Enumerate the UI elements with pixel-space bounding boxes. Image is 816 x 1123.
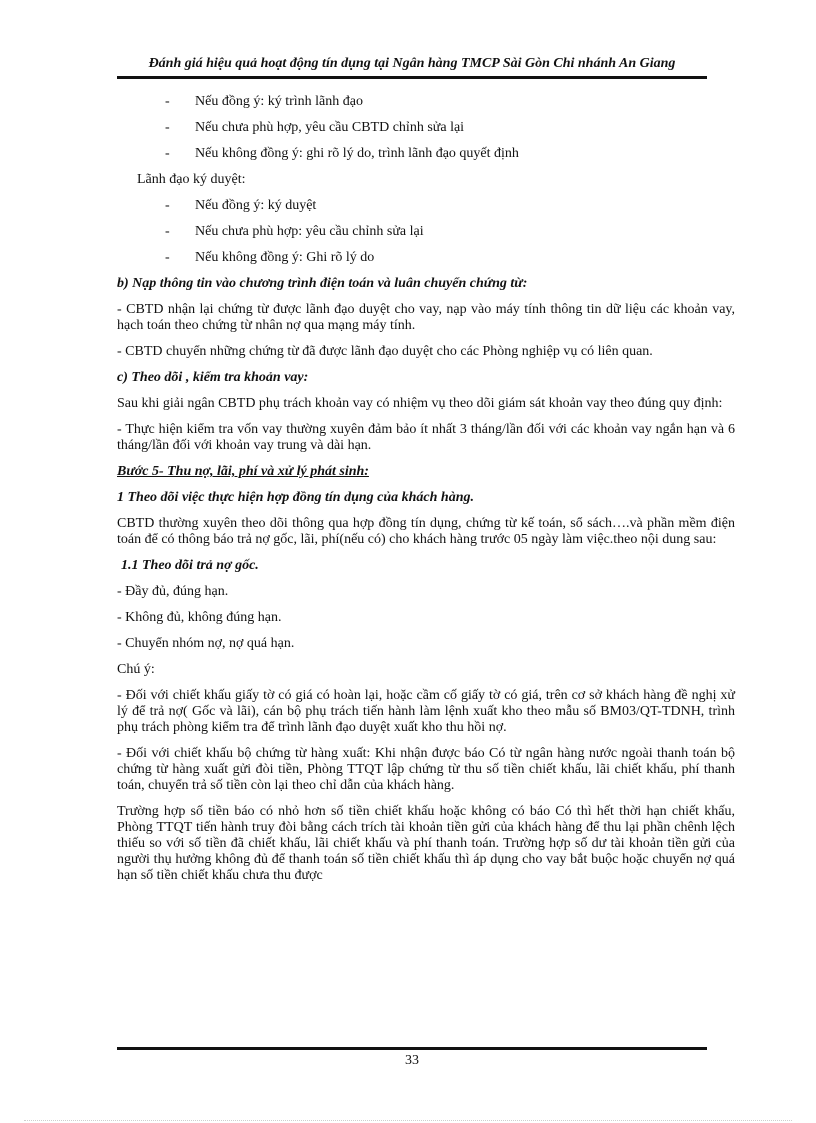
note-label: Chú ý:	[117, 662, 155, 677]
paragraph: - Đối với chiết khấu giấy tờ có giá có hoàn lại, hoặc cầm cố giấy tờ có giá, trên cơ sở khách hàng đề nghị xử lý để trả nợ( Gốc và lãi), cán bộ phụ trách tiến hành làm lệnh xuất kho theo mẫu số BM03/QT-TDNH, trình phụ trách phòng kiểm tra để trình lãnh đạo duyệt xuất kho thu hồi nợ.	[117, 688, 735, 735]
list-item: - Nếu chưa phù hợp, yêu cầu CBTD chỉnh sửa lại	[165, 120, 465, 135]
paragraph: - CBTD nhận lại chứng từ được lãnh đạo duyệt cho vay, nạp vào máy tính thông tin dữ liệu các khoản vay, hạch toán theo chứng từ nhân nợ qua mạng máy tính.	[117, 302, 735, 333]
page-number: 33	[405, 1053, 419, 1068]
list-item: - Nếu không đồng ý: Ghi rõ lý do	[165, 250, 375, 265]
list-marker: -	[165, 250, 170, 265]
leader-approval-label: Lãnh đạo ký duyệt:	[137, 172, 246, 187]
step-5-heading: Bước 5- Thu nợ, lãi, phí và xử lý phát sinh:	[117, 464, 369, 479]
paragraph: CBTD thường xuyên theo dõi thông qua hợp đồng tín dụng, chứng từ kế toán, sổ sách….và phần mềm điện toán để có thông báo trả nợ gốc, lãi, phí(nếu có) cho khách hàng trước 05 ngày làm việc.theo nội dung sau:	[117, 516, 735, 547]
page-edge-divider	[24, 1120, 792, 1121]
header-divider	[117, 76, 707, 79]
list-marker: -	[165, 120, 170, 135]
list-marker: -	[165, 224, 170, 239]
list-item: - Nếu không đồng ý: ghi rõ lý do, trình lãnh đạo quyết định	[165, 146, 519, 161]
paragraph: - Đối với chiết khấu bộ chứng từ hàng xuất: Khi nhận được báo Có từ ngân hàng nước ngoài thanh toán bộ chứng từ hàng xuất gửi đòi tiền, Phòng TTQT lập chứng từ thu số tiền chiết khấu, lãi chiết khấu, phí thanh toán, chuyển trả số tiền còn lại theo chỉ dẫn của khách hàng.	[117, 746, 735, 793]
list-item: - Nếu chưa phù hợp: yêu cầu chỉnh sửa lại	[165, 224, 424, 239]
section-heading-b: b) Nạp thông tin vào chương trình điện toán và luân chuyển chứng từ:	[117, 276, 528, 291]
paragraph: - Thực hiện kiểm tra vốn vay thường xuyên đảm bảo ít nhất 3 tháng/lần đối với các khoản vay ngắn hạn và 6 tháng/lần đối với khoản vay trung và dài hạn.	[117, 422, 735, 453]
list-item: - Không đủ, không đúng hạn.	[117, 610, 282, 625]
paragraph: Sau khi giải ngân CBTD phụ trách khoản vay có nhiệm vụ theo dõi giám sát khoản vay theo đúng quy định:	[117, 396, 723, 411]
list-marker: -	[165, 146, 170, 161]
page-body	[117, 94, 735, 894]
running-header: Đánh giá hiệu quả hoạt động tín dụng tại Ngân hàng TMCP Sài Gòn Chi nhánh An Giang	[148, 56, 676, 71]
list-item: - Đầy đủ, đúng hạn.	[117, 584, 229, 599]
list-item: - Nếu đồng ý: ký duyệt	[165, 198, 317, 213]
footer-divider	[117, 1047, 707, 1050]
list-item: - Chuyển nhóm nợ, nợ quá hạn.	[117, 636, 295, 651]
section-heading-c: c) Theo dõi , kiểm tra khoản vay:	[117, 370, 309, 385]
list-item: - Nếu đồng ý: ký trình lãnh đạo	[165, 94, 363, 109]
paragraph: Trường hợp số tiền báo có nhỏ hơn số tiền chiết khấu hoặc không có báo Có thì hết thời hạn chiết khấu, Phòng TTQT tiến hành truy đòi bằng cách trích tài khoản tiền gửi của khách hàng để thu lại phần chênh lệch thiếu so với số tiền đã chiết khấu, lãi chiết khấu và phí thanh toán. Trường hợp số dư tài khoản tiền gửi của người thụ hưởng không đủ để thanh toán số tiền chiết khấu thì áp dụng cho vay bắt buộc hoặc chuyển nợ quá hạn số tiền chiết khấu chưa thu được	[117, 804, 735, 883]
section-heading-1: 1 Theo dõi việc thực hiện hợp đồng tín dụng của khách hàng.	[117, 490, 475, 505]
paragraph: - CBTD chuyển những chứng từ đã được lãnh đạo duyệt cho các Phòng nghiệp vụ có liên quan.	[117, 344, 653, 359]
list-marker: -	[165, 94, 170, 109]
list-marker: -	[165, 198, 170, 213]
section-heading-1-1: 1.1 Theo dõi trả nợ gốc.	[121, 558, 259, 573]
